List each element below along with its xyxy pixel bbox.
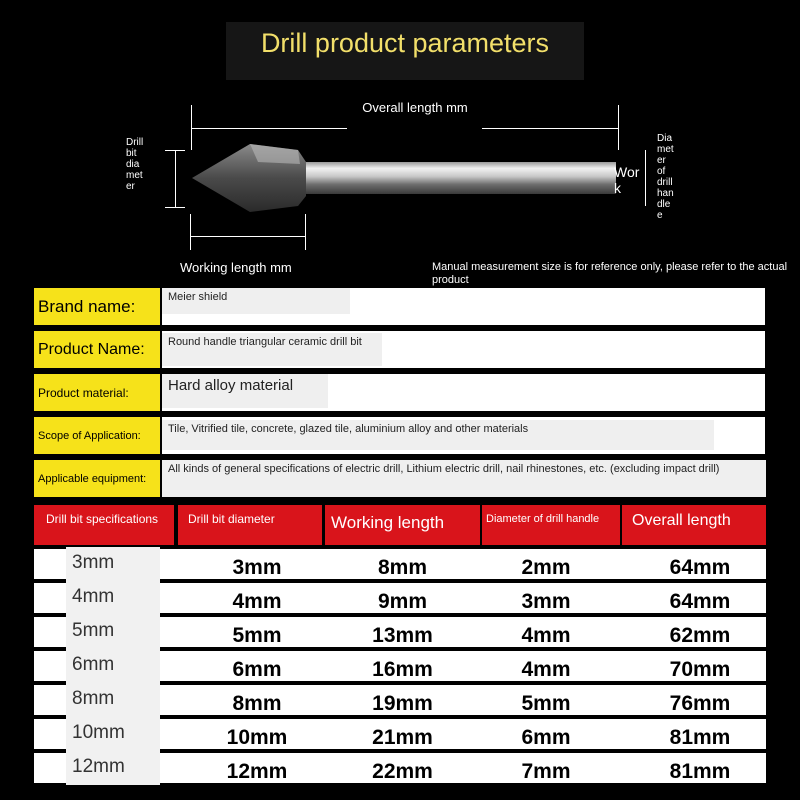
info-value: Round handle triangular ceramic drill bit [162, 333, 382, 366]
drill-bit-illustration [188, 140, 618, 220]
drill-diagram [0, 0, 800, 290]
info-label: Scope of Application: [34, 417, 160, 454]
label-fragment: bit [126, 148, 137, 159]
info-label: Product Name: [34, 331, 160, 368]
info-value: Meier shield [162, 288, 350, 314]
table-cell: 6mm [521, 726, 571, 749]
table-cell-spec: 3mm [66, 547, 160, 581]
table-cell: 7mm [521, 760, 571, 783]
table-cell: 62mm [669, 624, 731, 647]
measurement-note: Manual measurement size is for reference only, please refer to the actual product [432, 261, 788, 286]
label-fragment: han [657, 188, 674, 199]
table-cell: 5mm [232, 624, 282, 647]
spec-table [0, 505, 800, 800]
drill-bit-diameter-tick-top [165, 150, 185, 151]
table-cell-spec: 5mm [66, 615, 160, 649]
label-fragment: met [126, 170, 143, 181]
overall-length-tick-right [618, 105, 619, 150]
drill-bit-diameter-label [126, 137, 143, 192]
label-fragment: met [657, 144, 674, 155]
table-cell: 8mm [377, 556, 428, 579]
label-fragment: of [657, 166, 666, 177]
page-title: Drill product parameters [260, 28, 550, 58]
table-header-cell: Diameter of drill handle [482, 505, 620, 545]
table-cell-spec: 8mm [66, 683, 160, 717]
info-label: Product material: [34, 374, 160, 411]
overall-length-line-left [191, 128, 347, 129]
table-cell-spec: 10mm [66, 717, 160, 751]
label-fragment: Dia [657, 133, 673, 144]
table-cell-spec: 4mm [66, 581, 160, 615]
drill-bit-diameter-line [175, 150, 176, 208]
working-length-line [190, 236, 306, 237]
info-label: Brand name: [34, 288, 160, 325]
label-fragment: Drill [126, 137, 144, 148]
drill-bit-diameter-tick-bottom [165, 207, 185, 208]
table-cell: 4mm [232, 590, 282, 613]
table-header-cell: Working length [325, 505, 480, 545]
table-cell: 21mm [372, 726, 433, 749]
table-cell: 10mm [226, 726, 288, 749]
table-cell: 4mm [521, 658, 571, 681]
table-cell: 2mm [521, 556, 571, 579]
table-header-cell: Drill bit specifications [34, 505, 174, 545]
table-cell: 70mm [669, 658, 731, 681]
table-cell: 81mm [669, 760, 731, 783]
table-cell: 3mm [232, 556, 282, 579]
handle-diameter-label [657, 133, 674, 221]
table-cell: 9mm [377, 590, 428, 613]
table-cell: 13mm [372, 624, 433, 647]
label-fragment: Wor [614, 164, 640, 180]
table-cell: 8mm [232, 692, 282, 715]
table-cell: 5mm [521, 692, 571, 715]
table-cell: 4mm [521, 624, 571, 647]
info-value: Hard alloy material [162, 374, 328, 408]
table-cell: 81mm [669, 726, 731, 749]
info-value: Tile, Vitrified tile, concrete, glazed tile, aluminium alloy and other materials [162, 420, 714, 450]
label-fragment: k [614, 180, 621, 196]
table-cell: 19mm [372, 692, 433, 715]
table-cell: 16mm [372, 658, 433, 681]
table-cell: 64mm [669, 590, 731, 613]
info-value: All kinds of general specifications of electric drill, Lithium electric drill, nail rhinestones, etc. (excluding impact drill) [162, 460, 766, 497]
table-cell: 64mm [669, 556, 731, 579]
table-header-cell: Overall length [622, 505, 766, 545]
info-label: Applicable equipment: [34, 460, 160, 497]
label-fragment: dle [657, 199, 671, 210]
work-label [614, 164, 639, 196]
label-fragment: e [657, 210, 663, 221]
label-fragment: er [126, 181, 135, 192]
table-cell: 6mm [232, 658, 282, 681]
table-cell: 76mm [669, 692, 731, 715]
label-fragment: er [657, 155, 666, 166]
table-cell: 22mm [372, 760, 433, 783]
label-fragment: dia [126, 159, 140, 170]
table-header-cell: Drill bit diameter [178, 505, 322, 545]
handle-diameter-line [645, 150, 646, 206]
overall-length-label: Overall length mm [362, 100, 468, 115]
table-cell: 3mm [521, 590, 571, 613]
table-cell-spec: 6mm [66, 649, 160, 683]
overall-length-line-right [482, 128, 618, 129]
info-section [0, 288, 800, 498]
table-cell: 12mm [226, 760, 288, 783]
working-length-label: Working length mm [180, 260, 292, 275]
table-cell-spec: 12mm [66, 751, 160, 785]
label-fragment: drill [657, 177, 673, 188]
